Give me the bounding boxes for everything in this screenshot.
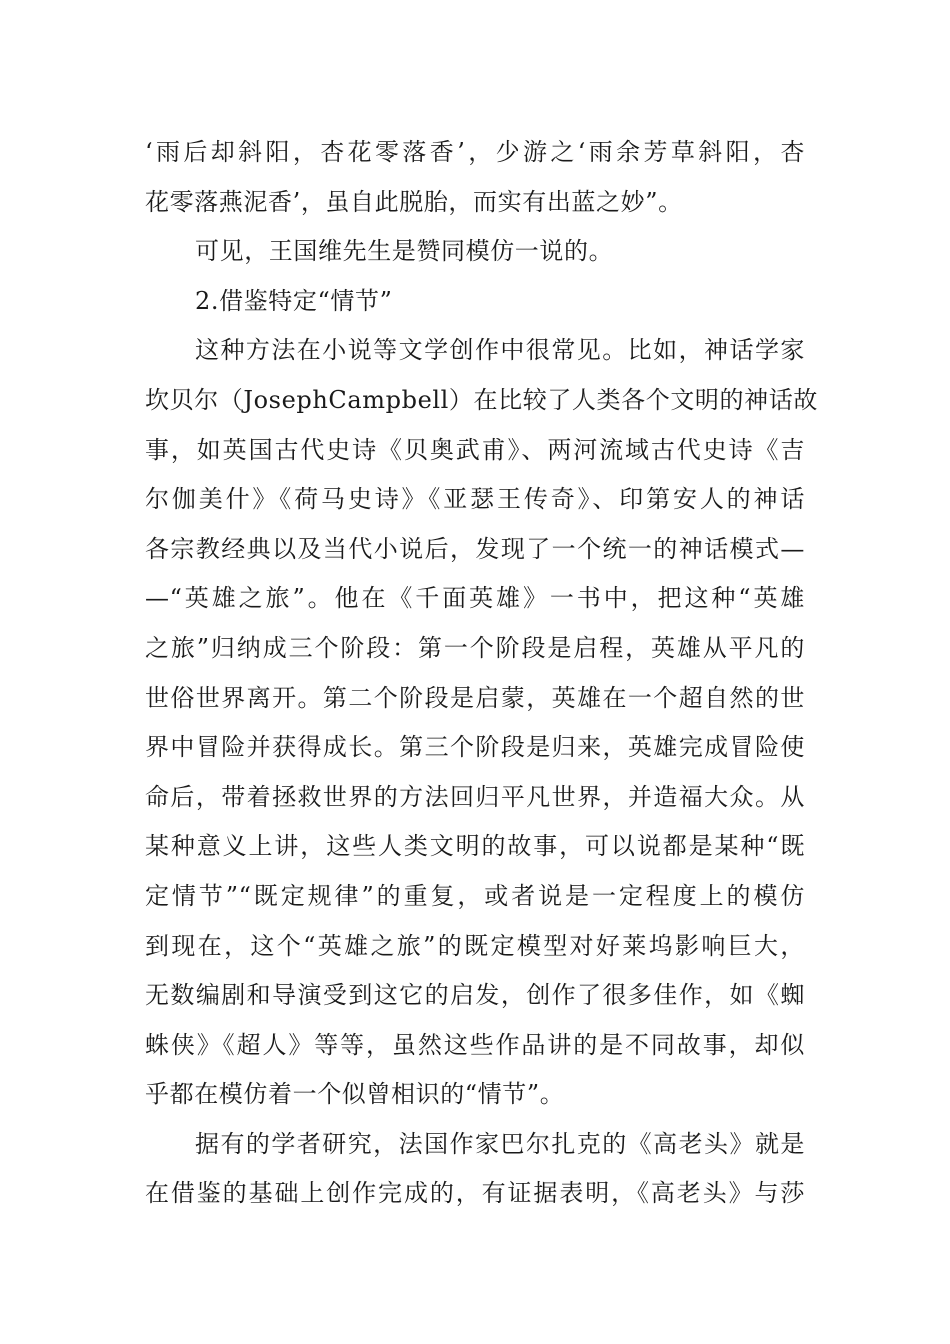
- text-line: ‘雨后却斜阳，杏花零落香’，少游之‘雨余芳草斜阳，杏: [145, 138, 805, 166]
- text-line: 界中冒险并获得成长。第三个阶段是归来，英雄完成冒险使: [145, 733, 805, 762]
- text-line: 之旅”归纳成三个阶段：第一个阶段是启程，英雄从平凡的: [145, 633, 805, 662]
- text-line: 各宗教经典以及当代小说后，发现了一个统一的神话模式—: [145, 534, 805, 563]
- text-line: —“英雄之旅”。他在《千面英雄》一书中，把这种“英雄: [145, 584, 805, 613]
- section-heading: 2.借鉴特定“情节”: [195, 286, 393, 315]
- text-line: 命后，带着拯救世界的方法回归平凡世界，并造福大众。从: [145, 782, 805, 811]
- body-text: [145, 128, 818, 1219]
- text-line: 世俗世界离开。第二个阶段是启蒙，英雄在一个超自然的世: [145, 683, 805, 712]
- text-line: 无数编剧和导演受到这它的启发，创作了很多佳作，如《蜘: [145, 981, 805, 1010]
- text-line: 定情节”“既定规律”的重复，或者说是一定程度上的模仿: [145, 881, 805, 910]
- text-line: 这种方法在小说等文学创作中很常见。比如，神话学家: [195, 336, 805, 365]
- text-line: 蛛侠》《超人》等等，虽然这些作品讲的是不同故事，却似: [145, 1030, 805, 1059]
- text-line: 某种意义上讲，这些人类文明的故事，可以说都是某种“既: [145, 832, 805, 861]
- text-line: 在借鉴的基础上创作完成的，有证据表明，《高老头》与莎: [145, 1179, 805, 1208]
- text-line: 坎贝尔（JosephCampbell）在比较了人类各个文明的神话故: [145, 385, 818, 414]
- text-line: 到现在，这个“英雄之旅”的既定模型对好莱坞影响巨大，: [145, 931, 805, 960]
- text-line: 花零落燕泥香’，虽自此脱胎，而实有出蓝之妙”。: [145, 187, 683, 216]
- text-line: 乎都在模仿着一个似曾相识的“情节”。: [145, 1080, 565, 1109]
- text-line: 尔伽美什》《荷马史诗》《亚瑟王传奇》、印第安人的神话: [145, 485, 805, 514]
- text-line: 可见，王国维先生是赞同模仿一说的。: [195, 237, 614, 266]
- text-line: 据有的学者研究，法国作家巴尔扎克的《高老头》就是: [195, 1129, 805, 1158]
- text-line: 事，如英国古代史诗《贝奥武甫》、两河流域古代史诗《吉: [145, 435, 805, 464]
